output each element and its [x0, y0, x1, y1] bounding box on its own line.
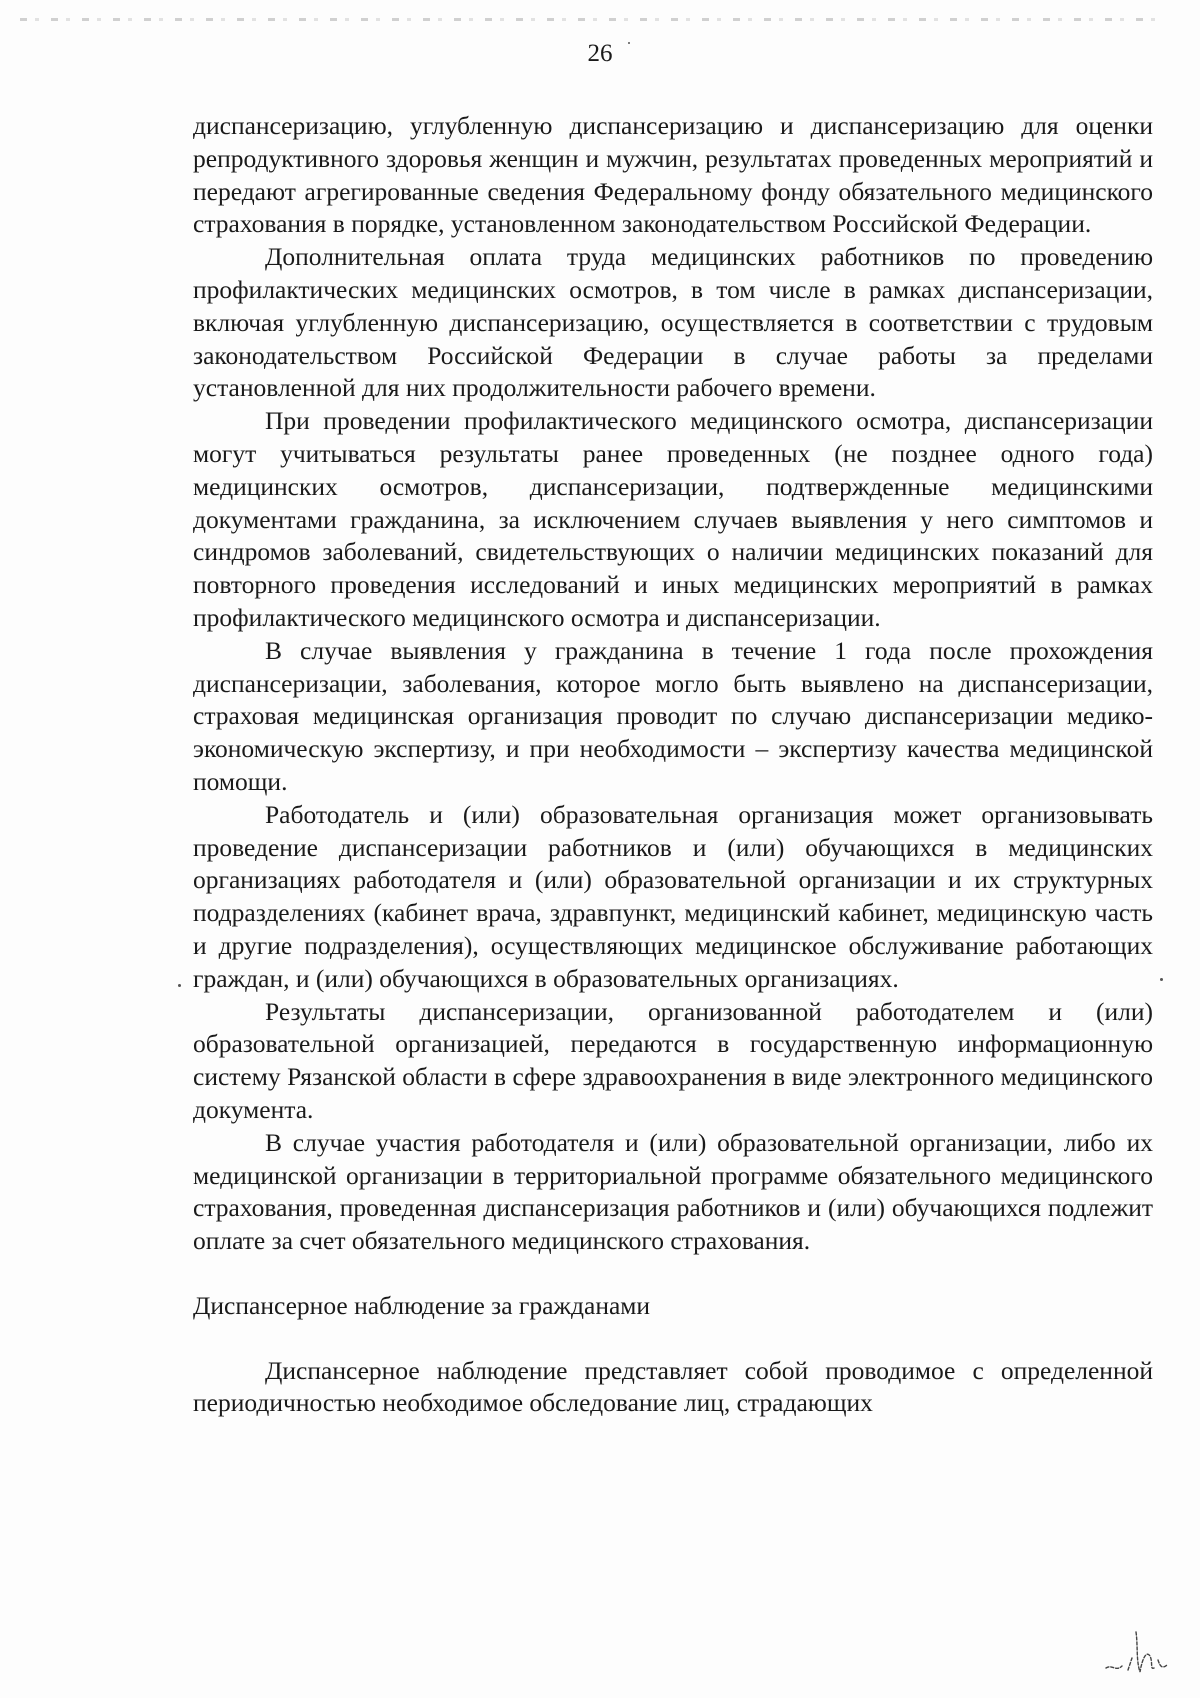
paragraph: В случае выявления у гражданина в течение 1 года после прохождения диспансеризации, заболевания, которое могло быть выявлено на диспансеризации, страховая медицинская организация проводит по случаю диспансеризации медико-экономическую экспертизу, и при необходимости – экспертизу качества медицинской помощи. — [193, 635, 1153, 796]
document-body — [193, 110, 1153, 1420]
scan-speck — [628, 42, 630, 44]
page-number: 26 — [587, 40, 613, 67]
paragraph: Работодатель и (или) образовательная организация может организовывать проведение диспансеризации работников и (или) обучающихся в медицинских организациях работодателя и (или) образовательной организации и их структурных подразделениях (кабинет врача, здравпункт, медицинский кабинет, медицинскую часть и другие подразделения), осуществляющих медицинское обслуживание работающих граждан, и (или) обучающихся в образовательных организациях. — [193, 799, 1153, 993]
section-heading: Диспансерное наблюдение за гражданами — [193, 1290, 651, 1320]
scan-speck — [1160, 978, 1163, 981]
signature-mark — [1098, 1620, 1178, 1680]
paragraph: Дополнительная оплата труда медицинских работников по проведению профилактических медицинских осмотров, в том числе в рамках диспансеризации, включая углубленную диспансеризацию, осуществляется в соответствии с трудовым законодательством Российской Федерации в случае работы за пределами установленной для них продолжительности рабочего времени. — [193, 242, 1153, 403]
paragraph: При проведении профилактического медицинского осмотра, диспансеризации могут учитываться результаты ранее проведенных (не позднее одного года) медицинских осмотров, диспансеризации, подтвержденные медицинскими документами гражданина, за исключением случаев выявления у него симптомов и синдромов заболеваний, свидетельствующих о наличии медицинских показаний для повторного проведения исследований и иных медицинских мероприятий в рамках профилактического медицинского осмотра и диспансеризации. — [193, 406, 1153, 632]
paragraph-continuation: диспансеризацию, углубленную диспансеризацию и диспансеризацию для оценки репродуктивного здоровья женщин и мужчин, результатах проведенных мероприятий и передают агрегированные сведения Федеральному фонду обязательного медицинского страхования в порядке, установленном законодательством Российской Федерации. — [193, 111, 1153, 239]
paragraph: Результаты диспансеризации, организованной работодателем и (или) образовательной организацией, передаются в государственную информационную систему Рязанской области в сфере здравоохранения в виде электронного медицинского документа. — [193, 996, 1153, 1124]
section-paragraph: Диспансерное наблюдение представляет собой проводимое с определенной периодичностью необходимое обследование лиц, страдающих — [193, 1355, 1153, 1418]
scan-artifact-line — [20, 18, 1160, 21]
scan-speck — [178, 984, 181, 987]
paragraph: В случае участия работодателя и (или) образовательной организации, либо их медицинской организации в территориальной программе обязательного медицинского страхования, проведенная диспансеризация работников и (или) обучающихся подлежит оплате за счет обязательного медицинского страхования. — [193, 1127, 1153, 1256]
